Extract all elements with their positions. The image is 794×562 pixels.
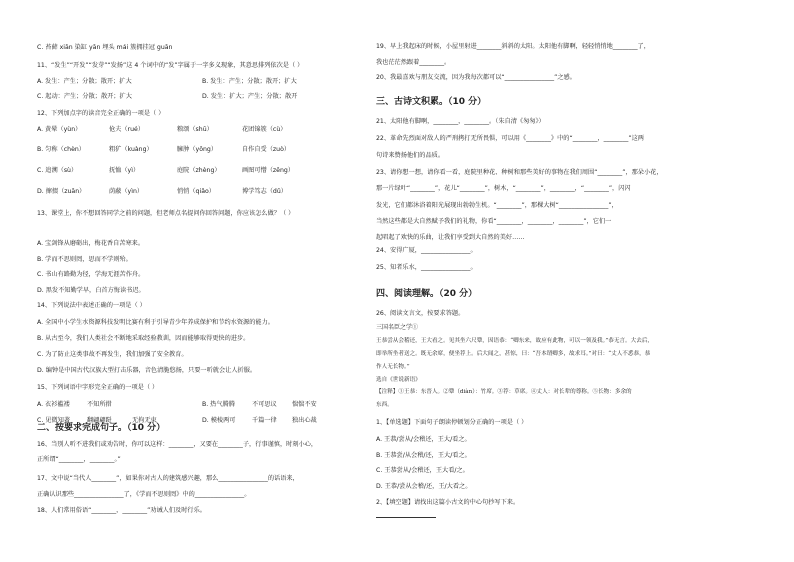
- q15-b-2: 不可思议: [252, 401, 277, 408]
- question-11: 11、“发生”“开发”“发芽”“发扬”这 4 个词中的“发”字属于一字多义现象，其意思排列依次是（ ）: [37, 62, 304, 69]
- question-15: 15、下列词语中字形完全正确的一项是（ ）: [37, 384, 159, 391]
- sub-q1-option-c: C. 王恭尝从/会稽还，王大看/之。: [376, 467, 469, 474]
- sub-q1-option-b: B. 王恭尝/从会稽/还，王大/看之。: [376, 452, 471, 459]
- q12-c-1: C. 追溯（sù）: [37, 167, 78, 174]
- question-22-cont: 句诗来赞扬他们的品质。: [376, 152, 445, 159]
- q12-d-4: 博学笃志（dǔ）: [242, 188, 287, 195]
- question-26: 26、阅读文言文，按要求答题。: [376, 310, 465, 317]
- q13-option-a: A. 宝剑锋从磨砺出，梅花香自苦寒来。: [37, 240, 145, 247]
- q12-b-1: B. 匀称（chèn）: [37, 146, 85, 153]
- q11-option-c: C. 起动：产生；分散；散开；扩大: [37, 93, 132, 100]
- q14-option-c: C. 为了防止这类事故不再发生，我们加强了安全教育。: [37, 351, 188, 358]
- q13-option-b: B. 学而不思则罔，思而不学则殆。: [37, 256, 132, 263]
- q14-option-b: B. 从古至今，我们人类社会不断地采取经验教训，因而能够取得更快的进步。: [37, 335, 250, 342]
- question-19-cont: 我也茫茫然跟着________。: [376, 59, 451, 66]
- section-3-heading: 三、古诗文积累。（10 分）: [376, 97, 487, 107]
- q12-option-b: [37, 146, 291, 154]
- q12-a-3: 粮颂（shū）: [177, 126, 213, 133]
- q14-option-d: D. 编钟是中国古代汉族大型打击乐器，音色清脆悠扬，只要一听就会让人折服。: [37, 367, 257, 374]
- q15-c-3: 无拘无束: [132, 417, 157, 424]
- q15-c-1: C. 见微知著: [37, 417, 71, 424]
- q12-option-a: [37, 126, 287, 134]
- question-12: 12、下列加点字的读音完全正确的一项是（ ）: [37, 110, 165, 117]
- q15-a-1: A. 衣衫褴褛: [37, 401, 70, 408]
- q15-a-2: 不知所措: [87, 401, 112, 408]
- question-14: 14、下列说法中表述正确的一项是（ ）: [37, 302, 146, 309]
- q10-option-c: C. 苔藓 xiān 染缸 yān 埋头 mái 簇拥挂冠 guān: [37, 44, 173, 51]
- question-22: 22、革命先烈面对敌人的严刑拷打无所畏惧，可以用《________》中的“________，________”这两: [376, 135, 644, 142]
- q12-d-1: D. 撺掇（zuān）: [37, 188, 86, 195]
- passage-notes-cont: 东西。: [376, 402, 393, 408]
- question-25: 25、知者乐水，________________。: [376, 264, 477, 271]
- q12-b-4: 自作自受（zuò）: [242, 146, 291, 153]
- q15-row-1: [37, 401, 317, 409]
- question-16-cont: 正所谓“________，________。”: [37, 456, 121, 463]
- q13-option-d: D. 黑发不知勤学早，白首方悔读书迟。: [37, 287, 145, 294]
- question-17: 17、文中说“当代人________”，如果你对古人的建筑感兴趣，那么________________的话语来，: [37, 475, 299, 482]
- right-column: [376, 0, 716, 562]
- q15-d-2: 千篇一律: [252, 417, 277, 424]
- sub-q1-option-a: A. 王恭/尝从/会稽还，王大/看之。: [376, 436, 471, 443]
- q12-a-2: 伧夫（rué）: [109, 126, 145, 133]
- left-column: [37, 0, 377, 562]
- q12-b-2: 粗犷（kuàng）: [109, 146, 153, 153]
- q12-a-4: 花团锦簇（cù）: [242, 126, 287, 133]
- q12-d-2: 荫蔽（yìn）: [109, 188, 144, 195]
- passage-source: 选自《世说新语》: [376, 377, 421, 383]
- question-23-line-5: 起唱起了欢快的乐曲，让我们享受到大自然的美好……: [376, 234, 525, 241]
- q13-option-c: C. 书山有路勤为径，学海无涯苦作舟。: [37, 271, 145, 278]
- question-23-line-2: 那一片绿叶“________”，花儿“________”，树木，“________”，________，“________”，闪闪: [376, 185, 631, 192]
- q11-option-d: D. 发生：扩大；产生；分散；散开: [202, 93, 298, 100]
- sub-q1-option-d: D. 王恭/尝从会稽/还，王/大看之。: [376, 483, 472, 490]
- q12-c-2: 抚恤（yì）: [109, 167, 140, 174]
- q12-c-4: 画图可憎（zēng）: [242, 167, 295, 174]
- question-23: 23、请你想一想，请你看一看，庭院里种花、种树和那些美好的事物在我们周围“________”，那朵小花，: [376, 169, 663, 176]
- q12-b-3: 臃肿（yōng）: [177, 146, 218, 153]
- q12-d-3: 悄悄（qiǎo）: [177, 188, 215, 195]
- q15-d-3: 独出心裁: [292, 417, 317, 424]
- question-21: 21、太阳他有脚啊，________，________。（朱自清《匆匆》）: [376, 118, 545, 125]
- question-17-cont: 正确认识那些________________了，《学而不思则罔》中的________________。: [37, 491, 251, 498]
- sub-question-2: 2、【填空题】请找出这篇小古文的中心句抄写下来。: [376, 499, 520, 506]
- question-24: 24、安得广厦，________________。: [376, 247, 477, 254]
- question-13: 13、课堂上，你不想回答同学之前的问题，但老师点名提问你回答问题，你应该怎么做？（ ）: [37, 210, 295, 217]
- question-23-line-4: 当然这些都是大自然赋予我们的礼物，你看“________，________，________”，它们一: [376, 218, 612, 225]
- q14-option-a: A. 全国中小学生水资源科技发明比赛有利于引导青少年养成保护和节约水资源的能力。: [37, 319, 274, 326]
- question-23-line-3: 发光，它们都沐浴着阳光展现出勃勃生机。“________”，那棵大树“________________”，: [376, 202, 618, 209]
- q15-b-1: B. 热气腾腾: [202, 401, 235, 408]
- section-2-heading: 二、按要求完成句子。（10 分）: [37, 423, 166, 433]
- passage-line-3: 作人无长物。”: [376, 364, 410, 370]
- answer-line: [376, 517, 436, 518]
- question-19: 19、早上我起床的时候，小屋里射进________斜斜的太阳。太阳他有脚啊，轻轻悄悄地________了，: [376, 43, 650, 50]
- passage-notes: 【注释】①王恭：东晋人。②簟（diàn）：竹席。③荐：草席。④丈人：对长辈的尊称。⑤长物：多余的: [376, 389, 632, 395]
- q12-option-c: [37, 167, 295, 175]
- q12-c-3: 庭院（zhèng）: [177, 167, 221, 174]
- sub-question-1: 1、【单选题】下面句子朗读停顿划分正确的一项是（ ）: [376, 419, 528, 426]
- question-18: 18、人们常用俗语“________，________”劝诫人们及时行乐。: [37, 507, 206, 514]
- q15-b-3: 惴惴不安: [292, 401, 317, 408]
- q11-option-b: B. 发生：产生；分散；散开；扩大: [202, 78, 297, 85]
- q12-a-1: A. 黄晕（yùn）: [37, 126, 82, 133]
- q12-option-d: [37, 188, 287, 196]
- q15-c-2: 翻翩翩跹: [87, 417, 112, 424]
- question-20: 20、我最喜欢与朋友交流，因为我每次都可以“________________”之感。: [376, 74, 576, 81]
- section-4-heading: 四、阅读理解。（20 分）: [376, 289, 478, 299]
- question-16: 16、当别人听不进我们或劝告时，你可以这样：________，又要在________子，行事谨慎，时刻小心，: [37, 441, 318, 448]
- passage-line-2: 即举所坐者送之。既无余席，便坐荐上。后大闻之，甚惊，曰：“吾本谓卿多，故求耳。”对曰：“丈人不悉恭，恭: [376, 351, 651, 357]
- q11-option-a: A. 发生：产生；分散；散开；扩大: [37, 78, 132, 85]
- q15-d-1: D. 模棱两可: [202, 417, 236, 424]
- passage-title: 三国名臣之学①: [376, 324, 419, 331]
- passage-line-1: 王恭尝从会稽还，王大看之。见其坐六尺簟，因语恭：“卿东来，故应有此物，可以一领及我。”恭无言。大去后，: [376, 338, 654, 344]
